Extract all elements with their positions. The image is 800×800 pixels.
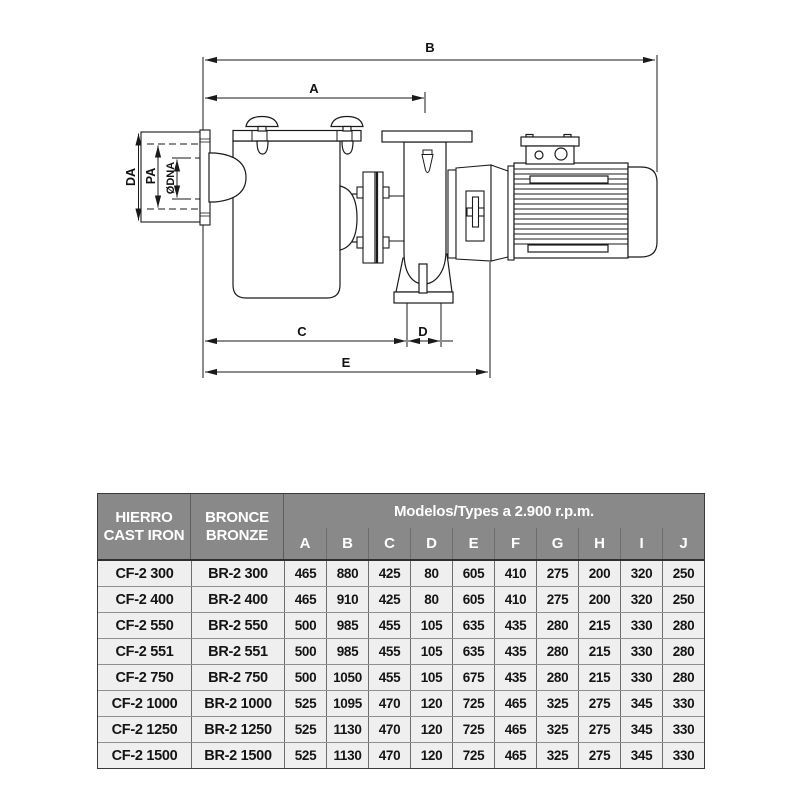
cell-value: 320 bbox=[620, 561, 662, 586]
flange-bolt bbox=[383, 187, 389, 198]
cell-value: 275 bbox=[578, 691, 620, 716]
cell-value: 455 bbox=[368, 665, 410, 690]
table-body bbox=[98, 559, 704, 768]
cell-value: 280 bbox=[662, 613, 704, 638]
cell-value: 275 bbox=[536, 561, 578, 586]
cell-value: 725 bbox=[452, 743, 494, 768]
header-dim-i: I bbox=[620, 528, 662, 559]
table-row bbox=[98, 638, 704, 664]
cell-value: 120 bbox=[410, 743, 452, 768]
cell-hierro-model: CF-2 1500 bbox=[111, 747, 178, 764]
cell-value: 725 bbox=[452, 717, 494, 742]
dim-label-pa: PA bbox=[144, 167, 158, 185]
dim-label-da: DA bbox=[124, 167, 138, 187]
cell-value: 345 bbox=[620, 743, 662, 768]
cell-value: 1050 bbox=[326, 665, 368, 690]
cell-value: 80 bbox=[410, 561, 452, 586]
cell-value: 280 bbox=[662, 665, 704, 690]
table-row bbox=[98, 690, 704, 716]
cell-hierro-model: CF-2 550 bbox=[115, 617, 174, 634]
header-bronce bbox=[191, 494, 284, 559]
dim-label-a: A bbox=[309, 81, 319, 96]
table-row bbox=[98, 664, 704, 690]
cell-bronce-model: BR-2 1250 bbox=[191, 717, 284, 742]
header-dim-b: B bbox=[326, 528, 368, 559]
cell-value: 215 bbox=[578, 613, 620, 638]
cell-value: 455 bbox=[368, 639, 410, 664]
suction-flange-joint bbox=[357, 172, 404, 263]
cell-bronce-model: BR-2 400 bbox=[191, 587, 284, 612]
cell-value: 465 bbox=[284, 561, 326, 586]
cell-value: 325 bbox=[536, 717, 578, 742]
cell-value: 635 bbox=[452, 613, 494, 638]
cell-bronce-model: BR-2 551 bbox=[191, 639, 284, 664]
cell-value: 105 bbox=[410, 613, 452, 638]
cell-bronce-model: BR-2 750 bbox=[191, 665, 284, 690]
flange-bolt bbox=[357, 187, 363, 198]
cell-value: 250 bbox=[662, 561, 704, 586]
cell-value: 410 bbox=[494, 561, 536, 586]
cell-value: 525 bbox=[284, 717, 326, 742]
bracket-bolt bbox=[473, 197, 479, 227]
strainer-pot bbox=[209, 117, 364, 299]
cell-value: 215 bbox=[578, 639, 620, 664]
bearing-bracket bbox=[448, 165, 514, 261]
header-dim-f: F bbox=[494, 528, 536, 559]
cell-value: 320 bbox=[620, 587, 662, 612]
cell-value: 345 bbox=[620, 717, 662, 742]
cell-bronce-model: BR-2 1000 bbox=[191, 691, 284, 716]
header-dim-j: J bbox=[662, 528, 704, 559]
header-dim-h: H bbox=[578, 528, 620, 559]
table-row bbox=[98, 586, 704, 612]
dim-label-d: D bbox=[418, 324, 428, 339]
dim-label-e: E bbox=[341, 355, 351, 370]
cell-value: 525 bbox=[284, 691, 326, 716]
flange-bolt bbox=[383, 237, 389, 248]
cell-hierro-model: CF-2 400 bbox=[115, 591, 174, 608]
cell-value: 330 bbox=[662, 691, 704, 716]
header-hierro-line2: CAST IRON bbox=[103, 526, 185, 544]
discharge-flange bbox=[382, 131, 472, 142]
cell-value: 465 bbox=[494, 743, 536, 768]
header-hierro-line1: HIERRO bbox=[115, 508, 173, 526]
motor-fan-cover bbox=[628, 167, 657, 257]
flange-bolt bbox=[357, 237, 363, 248]
cell-value: 425 bbox=[368, 587, 410, 612]
cell-value: 325 bbox=[536, 691, 578, 716]
cell-value: 985 bbox=[326, 613, 368, 638]
header-dim-g: G bbox=[536, 528, 578, 559]
cell-bronce-model: BR-2 300 bbox=[191, 561, 284, 586]
cell-value: 280 bbox=[536, 665, 578, 690]
motor-terminal-box bbox=[521, 135, 579, 165]
cell-value: 215 bbox=[578, 665, 620, 690]
dim-label-c: C bbox=[297, 324, 307, 339]
table-row bbox=[98, 716, 704, 742]
cell-value: 330 bbox=[620, 639, 662, 664]
cell-value: 275 bbox=[536, 587, 578, 612]
dim-label-b: B bbox=[425, 40, 435, 55]
pot-outlet-port bbox=[340, 186, 357, 250]
cell-value: 880 bbox=[326, 561, 368, 586]
cell-hierro-model: CF-2 1250 bbox=[111, 721, 178, 738]
cell-value: 280 bbox=[662, 639, 704, 664]
cell-value: 80 bbox=[410, 587, 452, 612]
cell-bronce-model: BR-2 550 bbox=[191, 613, 284, 638]
cell-value: 525 bbox=[284, 743, 326, 768]
cell-hierro-model: CF-2 750 bbox=[115, 669, 174, 686]
cell-value: 500 bbox=[284, 665, 326, 690]
cell-value: 465 bbox=[494, 717, 536, 742]
cell-value: 425 bbox=[368, 561, 410, 586]
foot-stem bbox=[419, 264, 427, 293]
cell-value: 635 bbox=[452, 639, 494, 664]
cell-value: 345 bbox=[620, 691, 662, 716]
cell-value: 435 bbox=[494, 665, 536, 690]
cell-value: 470 bbox=[368, 717, 410, 742]
dim-label-dna: ØDNA bbox=[165, 161, 177, 195]
header-dim-e: E bbox=[452, 528, 494, 559]
cell-value: 910 bbox=[326, 587, 368, 612]
cell-value: 465 bbox=[284, 587, 326, 612]
cell-value: 250 bbox=[662, 587, 704, 612]
cell-value: 330 bbox=[662, 717, 704, 742]
cell-value: 605 bbox=[452, 561, 494, 586]
cell-value: 470 bbox=[368, 691, 410, 716]
table-header bbox=[98, 494, 704, 559]
dimensions-table bbox=[97, 493, 705, 769]
cell-value: 985 bbox=[326, 639, 368, 664]
cell-value: 605 bbox=[452, 587, 494, 612]
cell-value: 330 bbox=[620, 665, 662, 690]
cell-value: 105 bbox=[410, 665, 452, 690]
table-row bbox=[98, 561, 704, 586]
cell-value: 275 bbox=[578, 743, 620, 768]
cell-value: 325 bbox=[536, 743, 578, 768]
cell-value: 120 bbox=[410, 691, 452, 716]
table-row bbox=[98, 742, 704, 768]
header-dim-d: D bbox=[410, 528, 452, 559]
cell-value: 725 bbox=[452, 691, 494, 716]
table-row bbox=[98, 612, 704, 638]
cell-value: 500 bbox=[284, 613, 326, 638]
header-models: Modelos/Types a 2.900 r.p.m. bbox=[393, 502, 595, 520]
cell-value: 500 bbox=[284, 639, 326, 664]
cell-value: 455 bbox=[368, 613, 410, 638]
cell-value: 675 bbox=[452, 665, 494, 690]
pump-foot-base bbox=[394, 292, 453, 303]
header-hierro bbox=[98, 494, 191, 559]
cell-value: 330 bbox=[662, 743, 704, 768]
cell-value: 200 bbox=[578, 561, 620, 586]
cell-value: 435 bbox=[494, 613, 536, 638]
cell-value: 200 bbox=[578, 587, 620, 612]
header-dim-a: A bbox=[299, 535, 311, 552]
cell-value: 465 bbox=[494, 691, 536, 716]
cell-bronce-model: BR-2 1500 bbox=[191, 743, 284, 768]
cell-value: 120 bbox=[410, 717, 452, 742]
cell-value: 410 bbox=[494, 587, 536, 612]
cell-hierro-model: CF-2 551 bbox=[115, 643, 174, 660]
cell-value: 1130 bbox=[326, 743, 368, 768]
cell-hierro-model: CF-2 300 bbox=[115, 565, 174, 582]
electric-motor bbox=[514, 135, 657, 259]
cell-value: 470 bbox=[368, 743, 410, 768]
cell-hierro-model: CF-2 1000 bbox=[111, 695, 178, 712]
cell-value: 275 bbox=[578, 717, 620, 742]
cell-value: 280 bbox=[536, 613, 578, 638]
cell-value: 105 bbox=[410, 639, 452, 664]
header-dim-c: C bbox=[368, 528, 410, 559]
cell-value: 1130 bbox=[326, 717, 368, 742]
header-bronce-line2: BRONZE bbox=[205, 526, 269, 544]
cell-value: 1095 bbox=[326, 691, 368, 716]
header-bronce-line1: BRONCE bbox=[205, 508, 269, 526]
cell-value: 435 bbox=[494, 639, 536, 664]
cell-value: 280 bbox=[536, 639, 578, 664]
cell-value: 330 bbox=[620, 613, 662, 638]
